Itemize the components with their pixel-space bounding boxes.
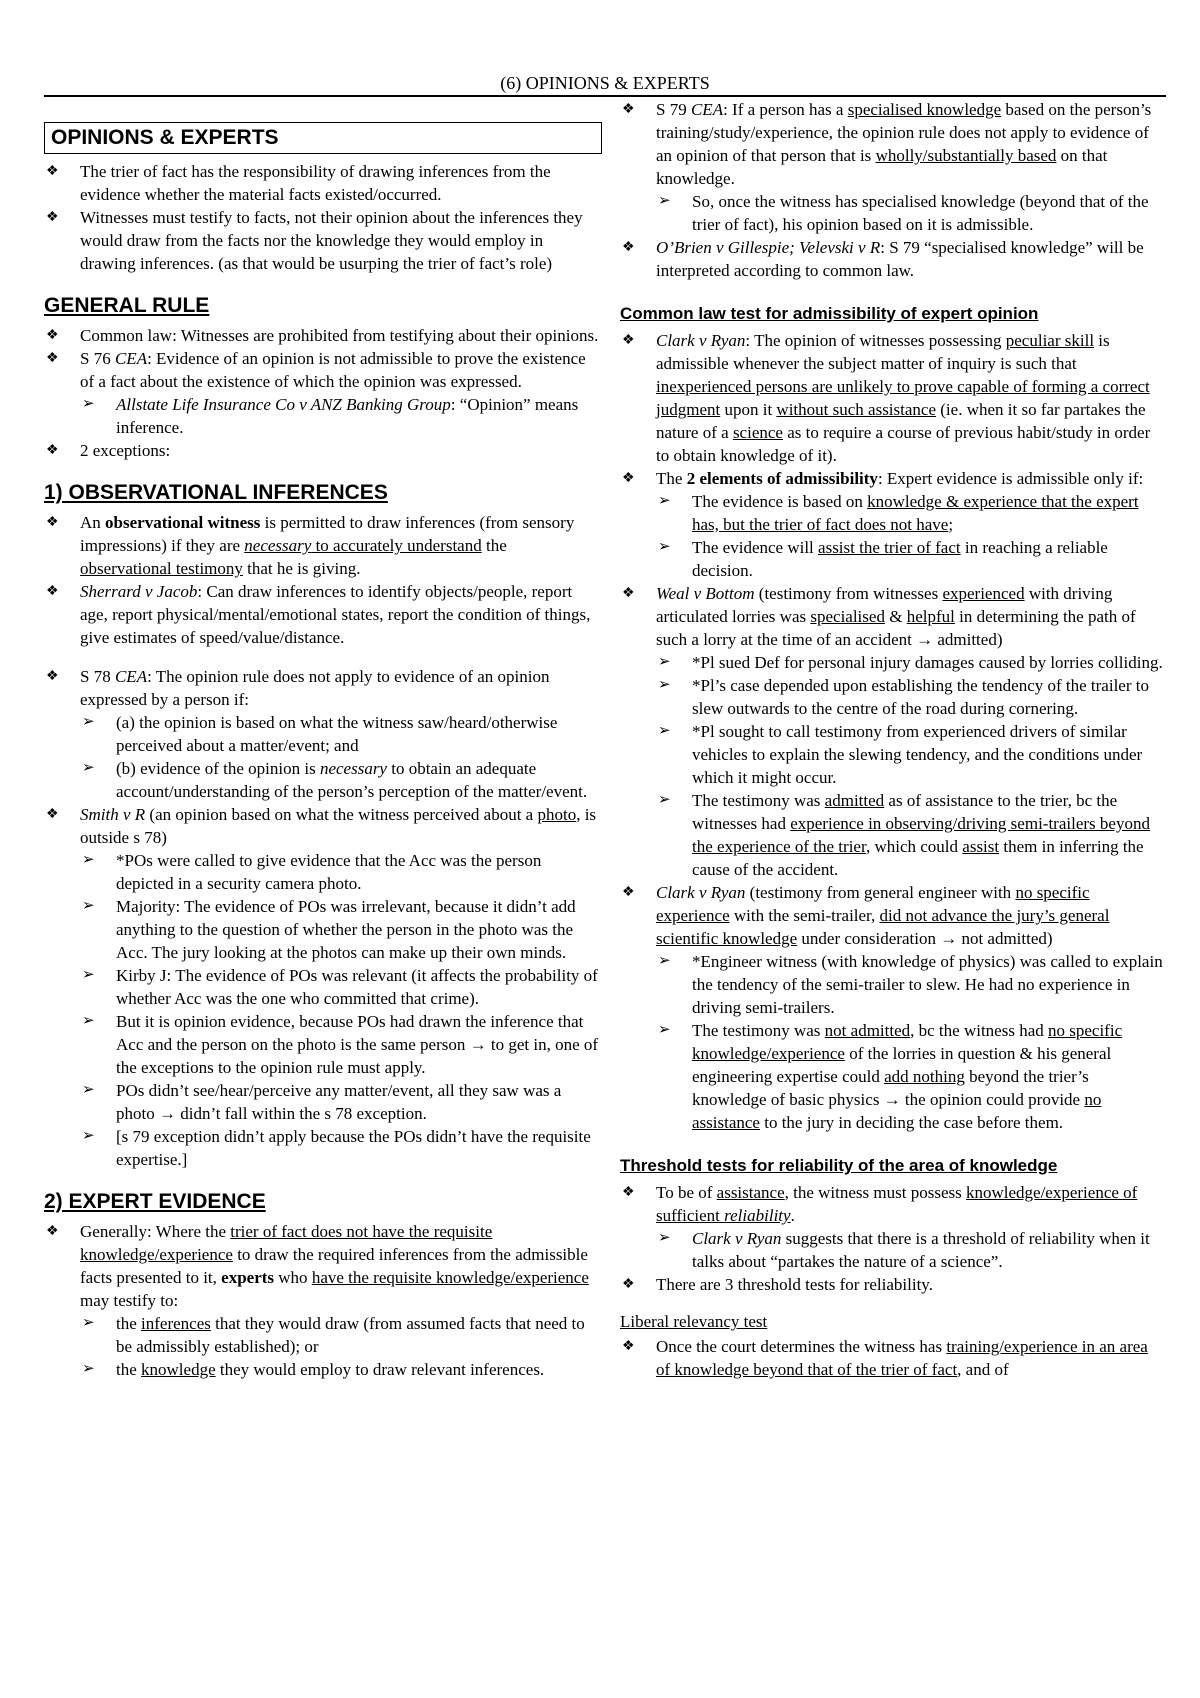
heading-common-law-test: Common law test for admissibility of expert opinion	[620, 304, 1039, 323]
sub-bullet: ➢ (a) the opinion is based on what the witness saw/heard/otherwise perceived about a matter/event; and	[44, 711, 602, 757]
sub-bullet: ➢ Kirby J: The evidence of POs was relevant (it affects the probability of whether Acc was the one who committed that crime).	[44, 964, 602, 1010]
bullet: ❖ S 78 CEA: The opinion rule does not apply to evidence of an opinion expressed by a person if:	[44, 665, 602, 711]
sub-bullet: ➢ The evidence is based on knowledge & experience that the expert has, but the trier of fact does not have;	[620, 490, 1166, 536]
bullet: ❖ S 76 CEA: Evidence of an opinion is not admissible to prove the existence of a fact about the existence of which the opinion was expressed.	[44, 347, 602, 393]
right-column	[620, 98, 1166, 1381]
bullet: ❖ An observational witness is permitted to draw inferences (from sensory impressions) if they are necessary to accurately understand the observational testimony that he is giving.	[44, 511, 602, 580]
sub-bullet: ➢ *Pl’s case depended upon establishing the tendency of the trailer to slew outwards to the centre of the road during cornering.	[620, 674, 1166, 720]
sub-bullet: ➢ Clark v Ryan suggests that there is a threshold of reliability when it talks about “partakes the nature of a science”.	[620, 1227, 1166, 1273]
bullet: ❖ Generally: Where the trier of fact does not have the requisite knowledge/experience to draw the required inferences from the admissible facts presented to it, experts who have the requisite knowledge/experience may testify to:	[44, 1220, 602, 1312]
bullet: ❖ The trier of fact has the responsibility of drawing inferences from the evidence whether the material facts existed/occurred.	[44, 160, 602, 206]
heading-observational: 1) OBSERVATIONAL INFERENCES	[44, 481, 388, 504]
sub-bullet: ➢ So, once the witness has specialised knowledge (beyond that of the trier of fact), his opinion based on it is admissible.	[620, 190, 1166, 236]
sub-bullet: ➢ Allstate Life Insurance Co v ANZ Banking Group: “Opinion” means inference.	[44, 393, 602, 439]
bullet: ❖ Witnesses must testify to facts, not their opinion about the inferences they would draw from the facts nor the knowledge they would employ in drawing inferences. (as that would be usurping the trier of fact’s role)	[44, 206, 602, 275]
heading-expert-evidence: 2) EXPERT EVIDENCE	[44, 1190, 266, 1213]
bullet: ❖ To be of assistance, the witness must possess knowledge/experience of sufficient reliability.	[620, 1181, 1166, 1227]
sub-bullet: ➢ *Engineer witness (with knowledge of physics) was called to explain the tendency of the semi-trailer to slew. He had no experience in driving semi-trailers.	[620, 950, 1166, 1019]
bullet: ❖ 2 exceptions:	[44, 439, 602, 462]
sub-bullet: ➢ the inferences that they would draw (from assumed facts that need to be admissibly established); or	[44, 1312, 602, 1358]
sub-bullet: ➢ Majority: The evidence of POs was irrelevant, because it didn’t add anything to the question of whether the person in the photo was the Acc. The jury looking at the photos can make up their own minds.	[44, 895, 602, 964]
heading-liberal-relevancy: Liberal relevancy test	[620, 1312, 768, 1331]
sub-bullet: ➢ The testimony was admitted as of assistance to the trier, bc the witnesses had experience in observing/driving semi-trailers beyond the experience of the trier, which could assist them in inferring the cause of the accident.	[620, 789, 1166, 881]
bullet: ❖ Common law: Witnesses are prohibited from testifying about their opinions.	[44, 324, 602, 347]
sub-bullet: ➢ The testimony was not admitted, bc the witness had no specific knowledge/experience of the lorries in question & his general engineering expertise could add nothing beyond the trier’s knowledge of basic physics → the opinion could provide no assistance to the jury in deciding the case before them.	[620, 1019, 1166, 1134]
bullet: ❖ S 79 CEA: If a person has a specialised knowledge based on the person’s training/study/experience, the opinion rule does not apply to evidence of an opinion of that person that is wholly/substantially based on that knowledge.	[620, 98, 1166, 190]
sub-bullet: ➢ But it is opinion evidence, because POs had drawn the inference that Acc and the person on the photo is the same person → to get in, one of the exceptions to the opinion rule must apply.	[44, 1010, 602, 1079]
bullet: ❖ Clark v Ryan: The opinion of witnesses possessing peculiar skill is admissible whenever the subject matter of inquiry is such that inexperienced persons are unlikely to prove capable of forming a correct judgment upon it without such assistance (ie. when it so far partakes the nature of a science as to require a course of previous habit/study in order to obtain knowledge of it).	[620, 329, 1166, 467]
bullet: ❖ There are 3 threshold tests for reliability.	[620, 1273, 1166, 1296]
bullet: ❖ Smith v R (an opinion based on what the witness perceived about a photo, is outside s 78)	[44, 803, 602, 849]
bullet: ❖ O’Brien v Gillespie; Velevski v R: S 79 “specialised knowledge” will be interpreted according to common law.	[620, 236, 1166, 282]
bullet: ❖ Clark v Ryan (testimony from general engineer with no specific experience with the semi-trailer, did not advance the jury’s general scientific knowledge under consideration → not admitted)	[620, 881, 1166, 950]
sub-bullet: ➢ [s 79 exception didn’t apply because the POs didn’t have the requisite expertise.]	[44, 1125, 602, 1171]
left-column	[44, 98, 602, 1381]
sub-bullet: ➢ (b) evidence of the opinion is necessary to obtain an adequate account/understanding of the person’s perception of the matter/event.	[44, 757, 602, 803]
heading-general-rule: GENERAL RULE	[44, 294, 210, 317]
sub-bullet: ➢ The evidence will assist the trier of fact in reaching a reliable decision.	[620, 536, 1166, 582]
sub-bullet: ➢ *Pl sued Def for personal injury damages caused by lorries colliding.	[620, 651, 1166, 674]
bullet: ❖ Weal v Bottom (testimony from witnesses experienced with driving articulated lorries was specialised & helpful in determining the path of such a lorry at the time of an accident → admitted)	[620, 582, 1166, 651]
section-title-box: OPINIONS & EXPERTS	[44, 122, 602, 154]
sub-bullet: ➢ *POs were called to give evidence that the Acc was the person depicted in a security camera photo.	[44, 849, 602, 895]
sub-bullet: ➢ POs didn’t see/hear/perceive any matter/event, all they saw was a photo → didn’t fall within the s 78 exception.	[44, 1079, 602, 1125]
page-header: (6) OPINIONS & EXPERTS	[44, 72, 1166, 97]
heading-threshold-tests: Threshold tests for reliability of the area of knowledge	[620, 1156, 1058, 1175]
sub-bullet: ➢ the knowledge they would employ to draw relevant inferences.	[44, 1358, 602, 1381]
sub-bullet: ➢ *Pl sought to call testimony from experienced drivers of similar vehicles to explain the slewing tendency, and the conditions under which it might occur.	[620, 720, 1166, 789]
bullet: ❖ Once the court determines the witness has training/experience in an area of knowledge beyond that of the trier of fact, and of	[620, 1335, 1166, 1381]
bullet: ❖ Sherrard v Jacob: Can draw inferences to identify objects/people, report age, report physical/mental/emotional states, report the condition of things, give estimates of speed/value/distance.	[44, 580, 602, 649]
bullet: ❖ The 2 elements of admissibility: Expert evidence is admissible only if:	[620, 467, 1166, 490]
